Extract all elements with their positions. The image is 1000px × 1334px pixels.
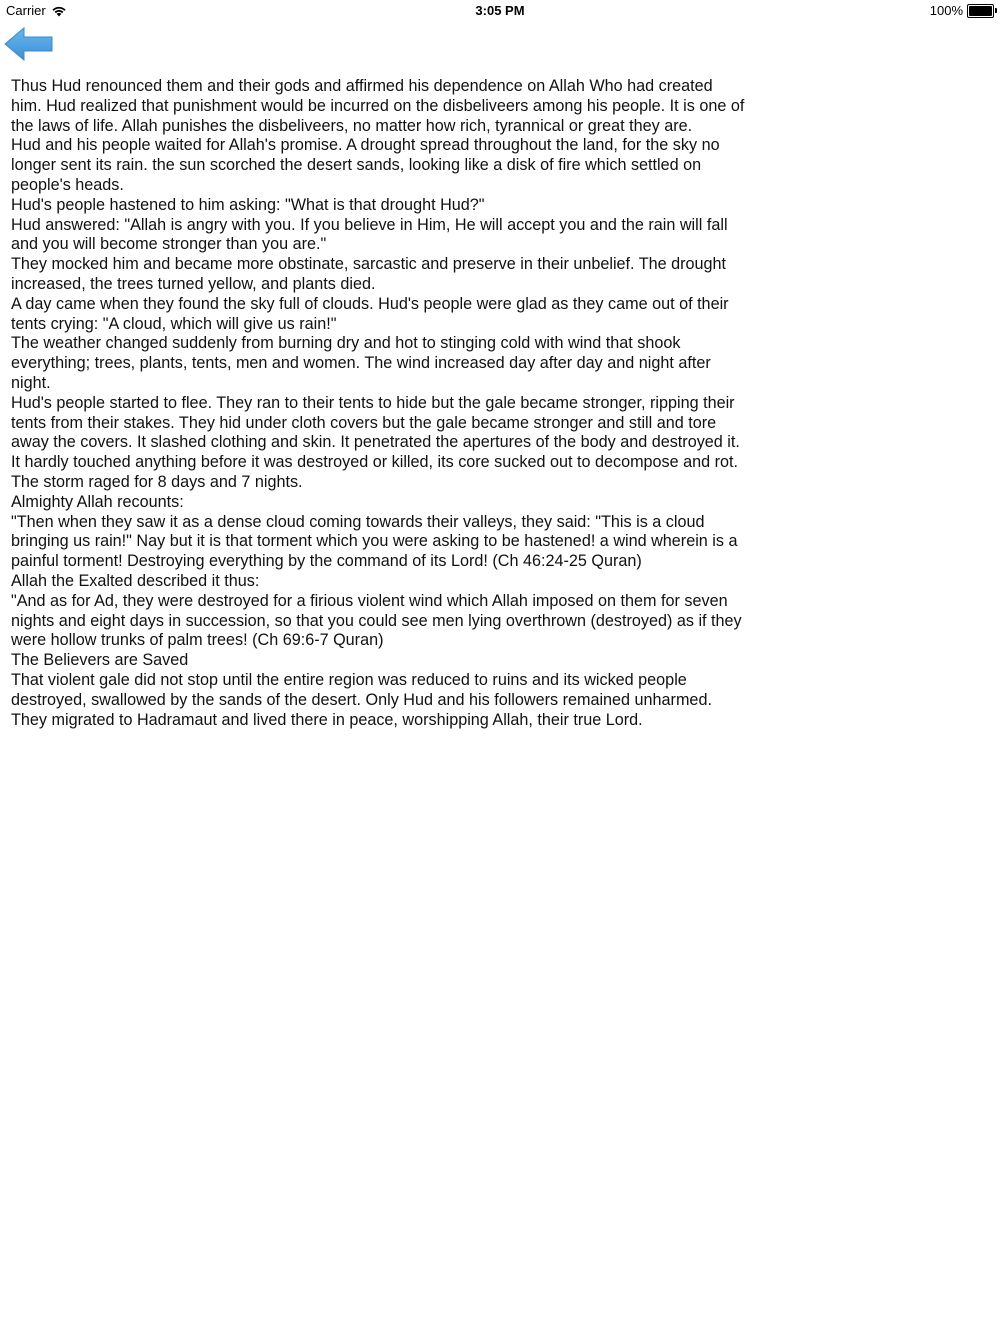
- battery-icon: [967, 4, 994, 18]
- article-paragraph: Hud answered: "Allah is angry with you. If you believe in Him, He will accept you and the rain will fall and you will become stronger than you are.": [11, 215, 728, 254]
- battery-percentage: 100%: [929, 3, 963, 18]
- article-content: [11, 77, 747, 730]
- article-paragraph: Thus Hud renounced them and their gods and affirmed his dependence on Allah Who had created him. Hud realized that punishment would be incurred on the disbeliveers among his people. It is one of the laws of life. Allah punishes the disbeliveers, no matter how rich, tyrannical or great they are.: [11, 77, 745, 135]
- article-paragraph: A day came when they found the sky full of clouds. Hud's people were glad as they came out of their tents crying: "A cloud, which will give us rain!": [11, 294, 729, 333]
- article-paragraph: Allah the Exalted described it thus:: [11, 571, 260, 590]
- article-paragraph: Almighty Allah recounts:: [11, 492, 184, 511]
- battery-fill: [969, 6, 992, 16]
- battery-tip: [995, 8, 997, 13]
- article-paragraph: They mocked him and became more obstinate, sarcastic and preserve in their unbelief. The drought increased, the trees turned yellow, and plants died.: [11, 255, 727, 293]
- article-paragraph: "And as for Ad, they were destroyed for a firious violent wind which Allah imposed on them for seven nights and eight days in succession, so that you could see men lying overthrown (destroyed) as if they were hollow trunks of palm trees! (Ch 69:6-7 Quran): [11, 591, 742, 650]
- carrier-label: Carrier: [6, 3, 46, 18]
- back-arrow-icon: [4, 26, 54, 62]
- article-paragraph: "Then when they saw it as a dense cloud coming towards their valleys, they said: "This is a cloud bringing us rain!" Nay but it is that torment which you were asking to be hastened! a wind wherein is a painful torment! Destroying everything by the command of its Lord! (Ch 46:24-25 Quran): [11, 512, 738, 571]
- article-paragraph: The weather changed suddenly from burning dry and hot to stinging cold with wind that shook everything; trees, plants, tents, men and women. The wind increased day after day and night after night.: [11, 334, 711, 392]
- article-paragraph: The Believers are Saved: [11, 651, 189, 670]
- status-bar: [0, 0, 1000, 22]
- status-time: 3:05 PM: [475, 3, 525, 18]
- back-button[interactable]: [4, 26, 54, 62]
- article-paragraph: Hud's people hastened to him asking: "What is that drought Hud?": [11, 195, 485, 214]
- article-paragraph: That violent gale did not stop until the entire region was reduced to ruins and its wicked people destroyed, swallowed by the sands of the desert. Only Hud and his followers remained unharmed. They migrated to Hadramaut and lived there in peace, worshipping Allah, their true Lord.: [11, 670, 712, 729]
- article-paragraph: Hud's people started to flee. They ran to their tents to hide but the gale became stronger, ripping their tents from their stakes. They hid under cloth covers but the gale became stronger and still and tore away the covers. It slashed clothing and skin. It penetrated the apertures of the body and destroyed it. It hardly touched anything before it was destroyed or killed, its core sucked out to decompose and rot. The storm raged for 8 days and 7 nights.: [11, 393, 740, 491]
- article-paragraph: Hud and his people waited for Allah's promise. A drought spread throughout the land, for the sky no longer sent its rain. the sun scorched the desert sands, looking like a disk of fire which settled on people's heads.: [11, 136, 720, 194]
- status-right: [930, 3, 994, 18]
